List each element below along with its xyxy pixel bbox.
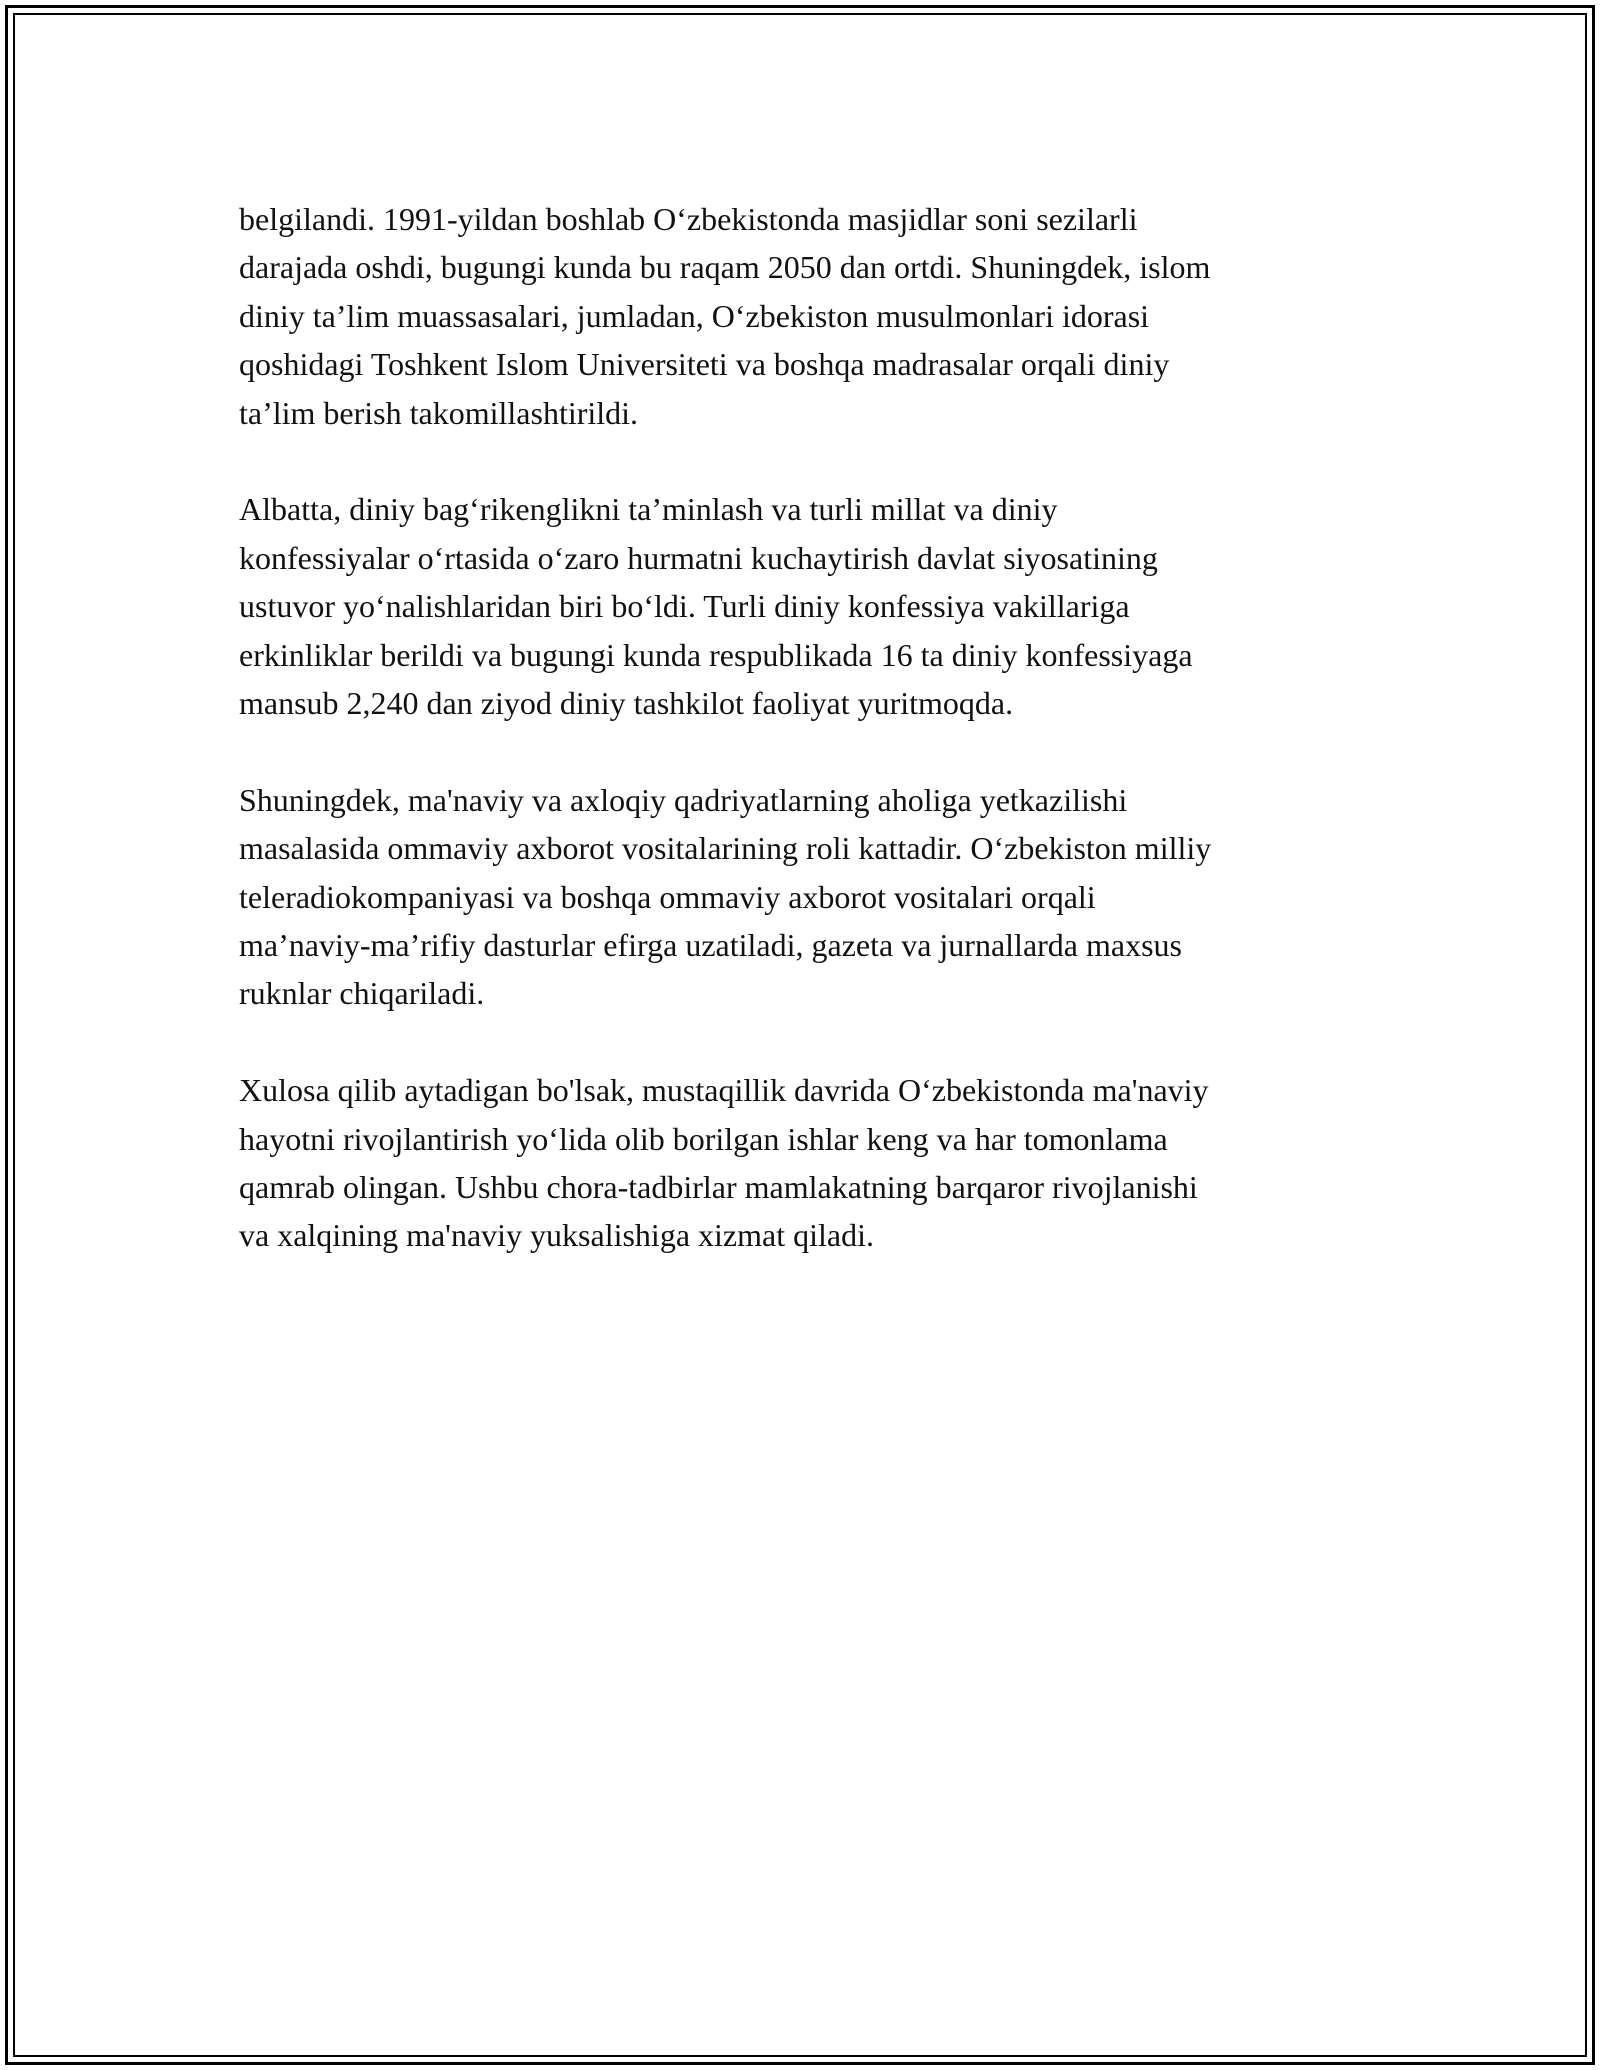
text-line: erkinliklar berildi va bugungi kunda respublikada 16 ta diniy konfessiyaga bbox=[239, 636, 1193, 673]
text-line: Shuningdek, ma'naviy va axloqiy qadriyatlarning aholiga yetkazilishi bbox=[239, 781, 1128, 818]
text-line: mansub 2,240 dan ziyod diniy tashkilot faoliyat yuritmoqda. bbox=[239, 685, 1014, 722]
text-line: konfessiyalar o‘rtasida o‘zaro hurmatni kuchaytirish davlat siyosatining bbox=[239, 539, 1158, 576]
text-line: qamrab olingan. Ushbu chora-tadbirlar mamlakatning barqaror rivojlanishi bbox=[239, 1169, 1198, 1206]
text-line: ta’lim berish takomillashtirildi. bbox=[239, 394, 639, 431]
paragraph-conclusion bbox=[239, 1066, 1379, 1260]
paragraph-mass-media bbox=[239, 776, 1379, 1018]
text-line: qoshidagi Toshkent Islom Universiteti va boshqa madrasalar orqali diniy bbox=[239, 346, 1170, 383]
text-line: belgilandi. 1991-yildan boshlab O‘zbekistonda masjidlar soni sezilarli bbox=[239, 201, 1138, 237]
text-line: hayotni rivojlantirish yo‘lida olib borilgan ishlar keng va har tomonlama bbox=[239, 1120, 1168, 1157]
text-line: ruknlar chiqariladi. bbox=[239, 975, 485, 1012]
text-line: va xalqining ma'naviy yuksalishiga xizmat qiladi. bbox=[239, 1217, 874, 1254]
page-border bbox=[5, 5, 1595, 2065]
paragraph-religious-tolerance bbox=[239, 485, 1379, 727]
text-line: darajada oshdi, bugungi kunda bu raqam 2050 dan ortdi. Shuningdek, islom bbox=[239, 249, 1211, 286]
text-line: masalasida ommaviy axborot vositalarining roli kattadir. O‘zbekiston milliy bbox=[239, 830, 1212, 867]
text-line: Albatta, diniy bag‘rikenglikni ta’minlash va turli millat va diniy bbox=[239, 491, 1058, 528]
text-line: diniy ta’lim muassasalari, jumladan, O‘zbekiston musulmonlari idorasi bbox=[239, 297, 1150, 334]
text-line: teleradiokompaniyasi va boshqa ommaviy axborot vositalari orqali bbox=[239, 878, 1096, 915]
text-line: ustuvor yo‘nalishlaridan biri bo‘ldi. Turli diniy konfessiya vakillariga bbox=[239, 588, 1130, 625]
paragraph-mosques-education bbox=[239, 195, 1379, 437]
page-inner-border bbox=[13, 13, 1587, 2057]
text-line: Xulosa qilib aytadigan bo'lsak, mustaqillik davrida O‘zbekistonda ma'naviy bbox=[239, 1072, 1209, 1109]
text-line: ma’naviy-ma’rifiy dasturlar efirga uzatiladi, gazeta va jurnallarda maxsus bbox=[239, 927, 1182, 964]
document-body bbox=[239, 195, 1379, 1308]
